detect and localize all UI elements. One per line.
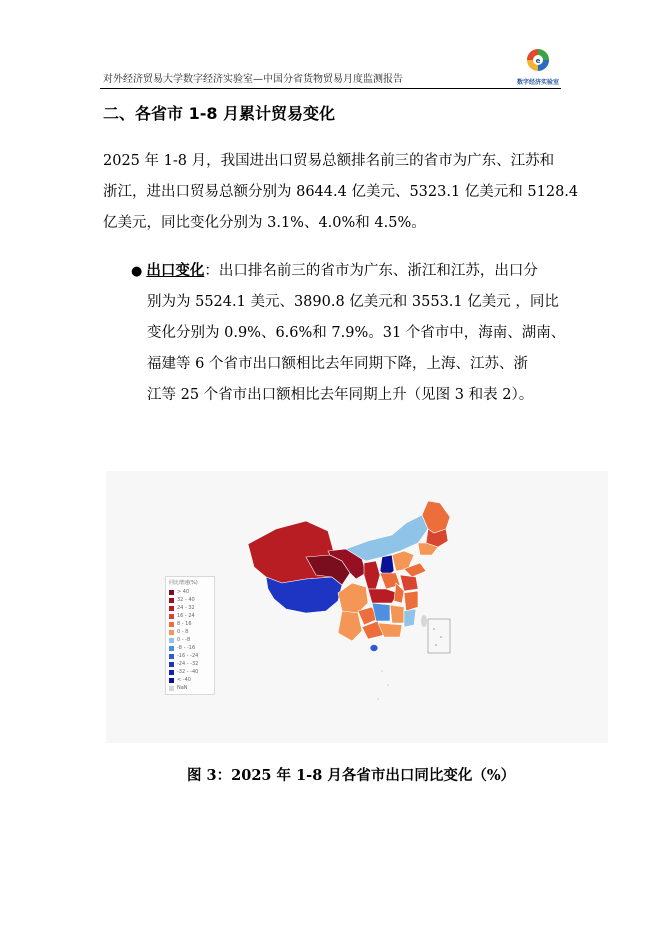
legend-swatch [169,630,174,635]
paragraph-line: 2025 年 1-8 月，我国进出口贸易总额排名前三的省市为广东、江苏和 [103,153,555,169]
legend-swatch [169,670,174,675]
map-region-jiangxi [390,605,404,623]
lab-logo-text: 数字经济实验室 [516,79,559,86]
header-divider [100,88,561,89]
map-region-yunnan [338,611,362,641]
section-title: 二、各省市 1-8 月累计贸易变化 [103,104,336,123]
legend-item [169,604,211,612]
legend-swatch [169,646,174,651]
legend-label: > 40 [177,589,190,595]
figure-caption: 图 3：2025 年 1-8 月各省市出口同比变化（%） [187,767,516,784]
legend-label: -8 - -16 [177,645,196,651]
legend-item [169,668,211,676]
legend-item [169,676,211,684]
legend-item [169,636,211,644]
svg-text:e: e [535,57,541,65]
legend-swatch [169,654,174,659]
legend-label: -24 - -32 [177,661,199,667]
report-header-title: 对外经济贸易大学数字经济实验室—中国分省货物贸易月度监测报告 [103,74,403,85]
legend-item [169,652,211,660]
legend-item [169,612,211,620]
map-region-fujian [404,609,416,627]
legend-label: 16 - 24 [177,613,195,619]
map-region-sichuan [338,583,368,613]
legend-swatch [169,678,174,683]
paragraph-line: 亿美元，同比变化分别为 3.1%、4.0%和 4.5%。 [103,215,426,231]
bullet-line: 福建等 6 个省市出口额相比去年同期下降，上海、江苏、浙 [147,356,528,372]
map-region-taiwan [421,615,427,627]
legend-swatch [169,622,174,627]
legend-label: 0 - -8 [177,637,191,643]
legend-item [169,628,211,636]
bullet-line: 变化分别为 0.9%、6.6%和 7.9%。31 个省市中，海南、湖南、 [147,325,566,341]
legend-swatch [169,686,174,691]
legend-swatch [169,606,174,611]
legend-label: 24 - 32 [177,605,195,611]
export-change-bullet [131,256,566,411]
legend-swatch [169,590,174,595]
legend-swatch [169,614,174,619]
legend-title: 同比增速(%) [169,580,198,586]
bullet-first-line: ：出口排名前三的省市为广东、浙江和江苏，出口分 [204,263,538,279]
bullet-line: 江等 25 个省市出口额相比去年同期上升（见图 3 和表 2）。 [147,387,534,403]
legend-label: -32 - -40 [177,669,199,675]
paragraph-line: 浙江，进出口贸易总额分别为 8644.4 亿美元、5323.1 亿美元和 5128.4 [103,184,579,200]
map-region-shaanxi [364,561,380,589]
legend-label: < -40 [177,677,191,683]
legend-swatch [169,638,174,643]
map-region-hainan [370,645,378,652]
map-region-hubei [368,589,398,603]
map-region-tibet [266,577,342,613]
legend-swatch [169,662,174,667]
legend-item [169,596,211,604]
legend-item [169,684,211,692]
map-region-zhejiang [404,591,418,611]
map-legend [165,576,215,695]
bullet-icon: ● [131,264,143,279]
legend-label: -16 - -24 [177,653,199,659]
legend-swatch [169,598,174,603]
export-change-map-figure [106,471,608,743]
legend-label: 0 - 8 [177,629,189,635]
summary-paragraph [103,146,579,239]
legend-item [169,660,211,668]
south-china-sea-inset [428,619,450,653]
legend-label: 8 - 16 [177,621,192,627]
legend-item [169,644,211,652]
bullet-line: 别为为 5524.1 美元、3890.8 亿美元和 3553.1 亿美元 ，同比 [147,294,559,310]
legend-label: 32 - 40 [177,597,195,603]
legend-item [169,588,211,596]
legend-label: NaN [177,685,188,691]
legend-item [169,620,211,628]
map-region-inner-mongolia [346,515,428,561]
bullet-label: 出口变化 [146,263,205,279]
map-region-jiangsu [400,575,418,591]
